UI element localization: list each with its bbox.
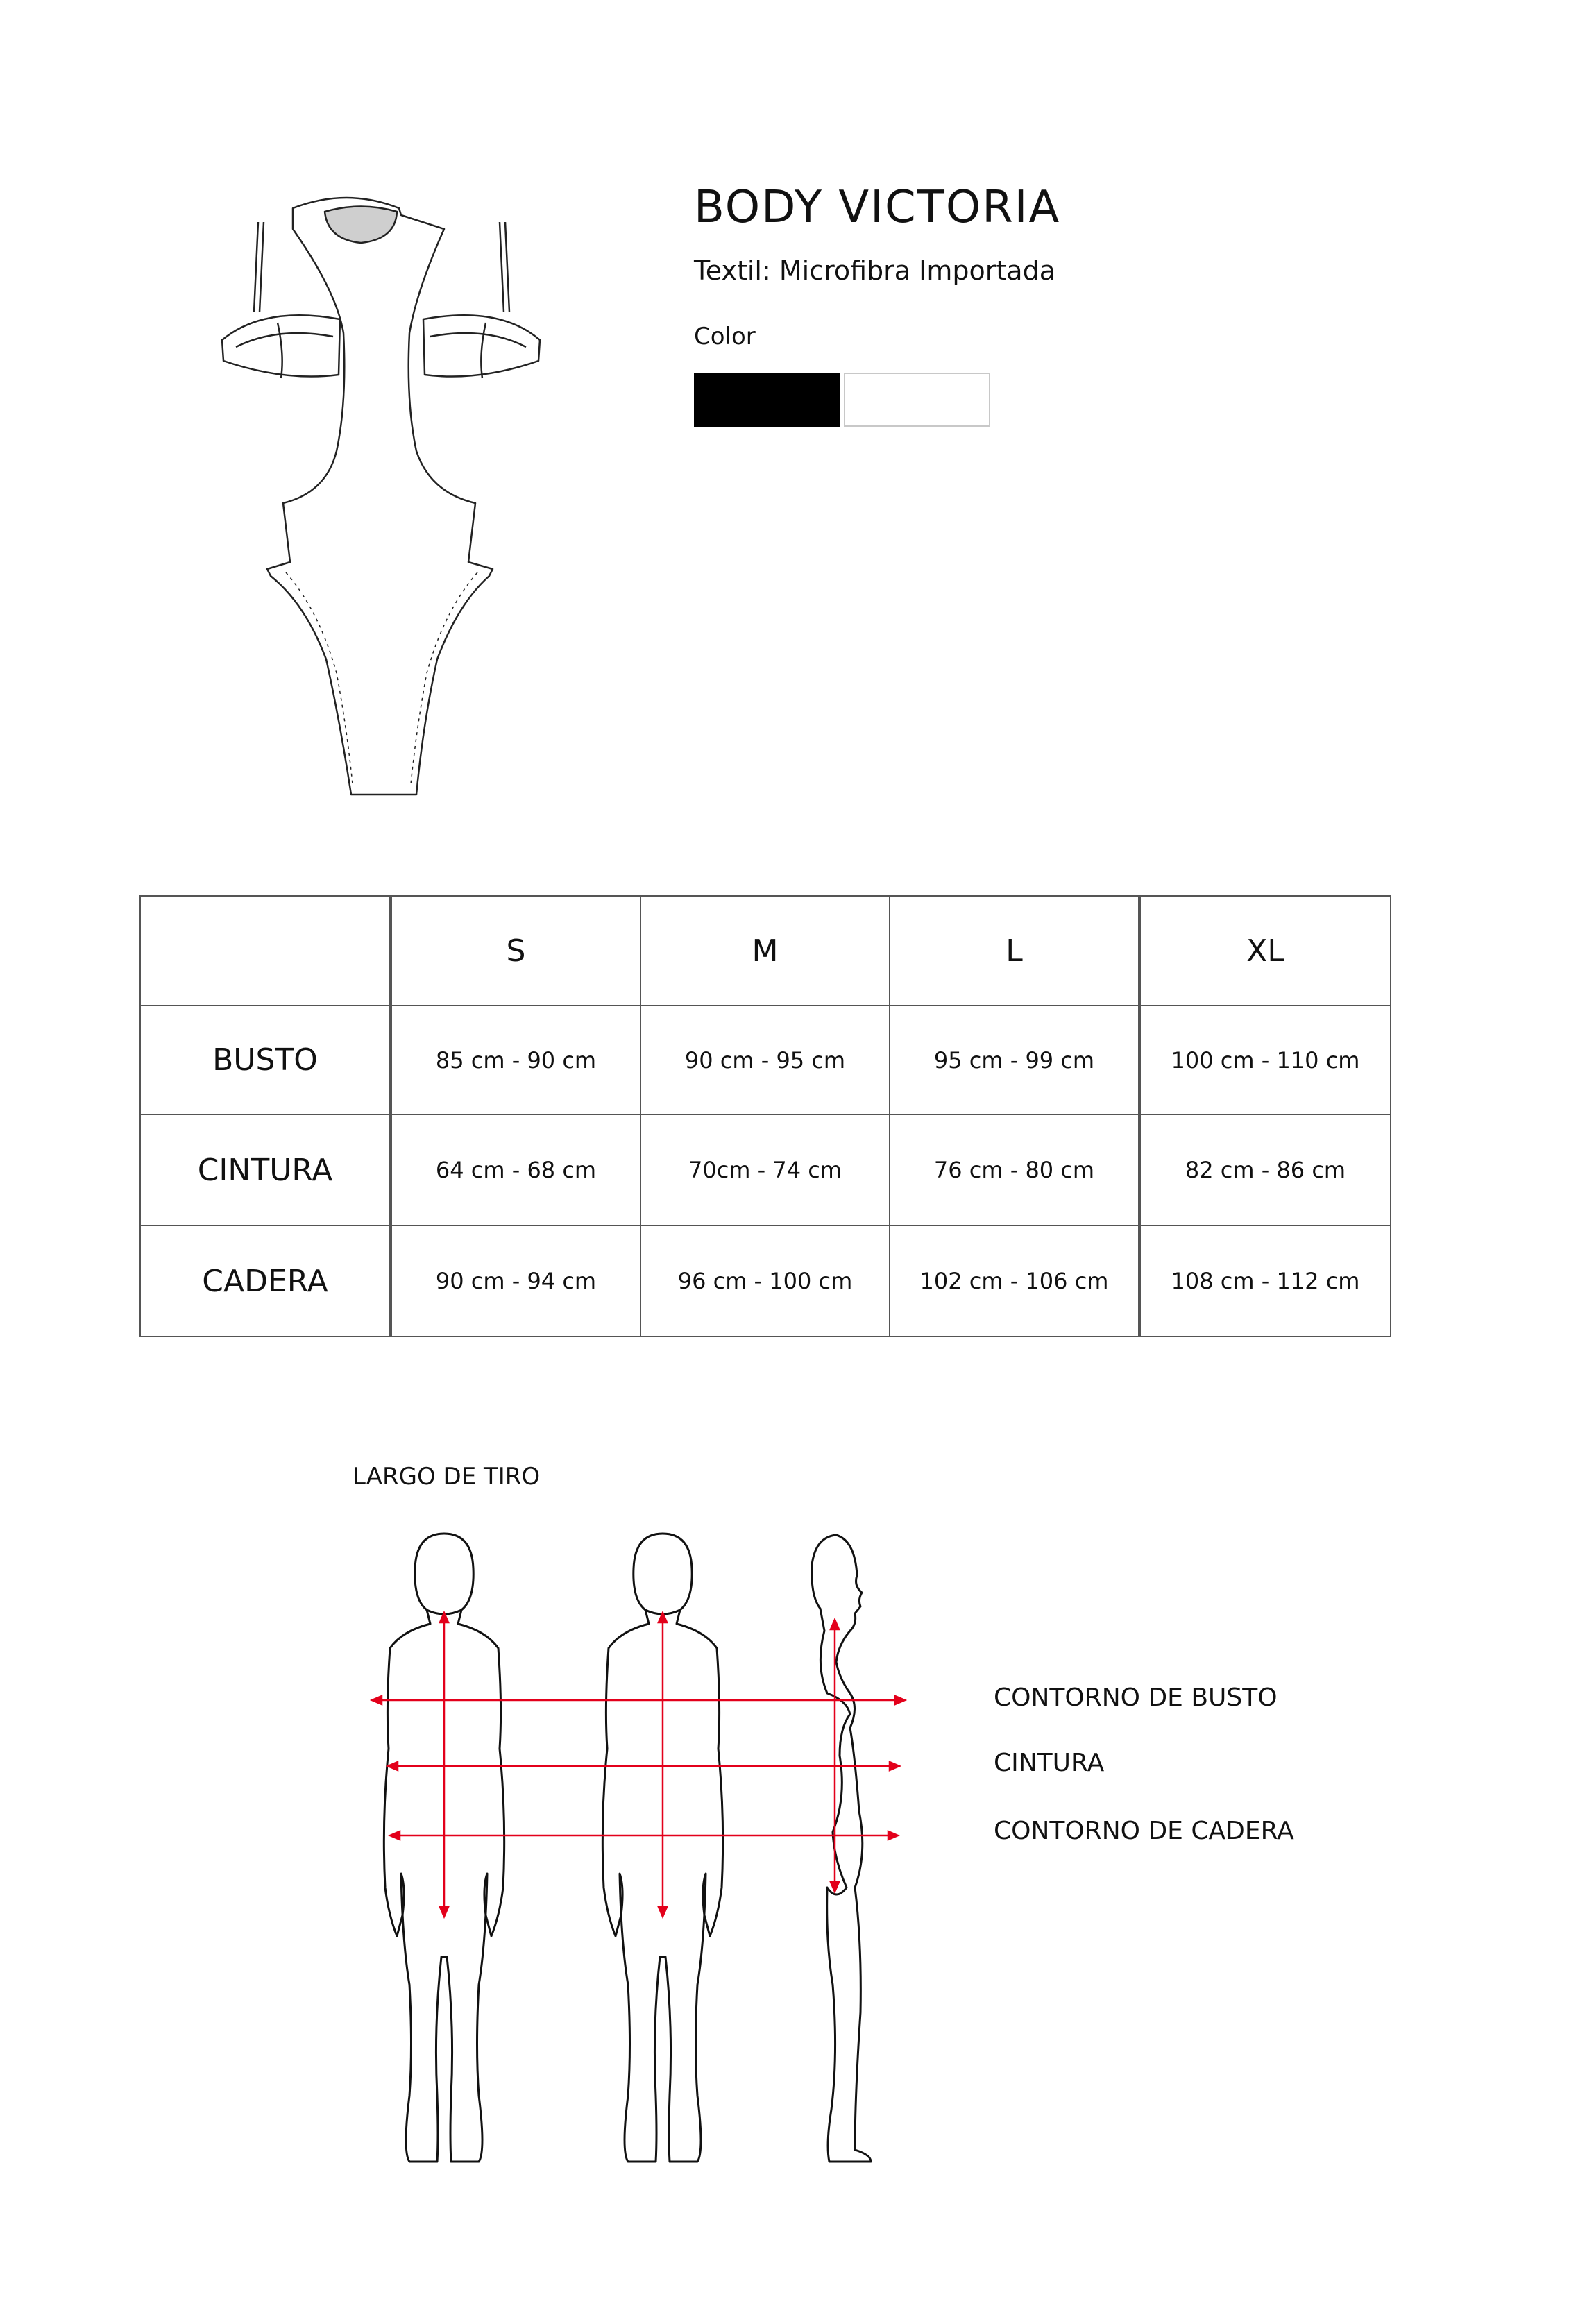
largo-de-tiro-label: LARGO DE TIRO (353, 1463, 541, 1491)
size-header-xl: XL (1139, 895, 1391, 1006)
fabric-description: Textil: Microfibra Importada (694, 255, 1055, 286)
table-cell: 96 cm - 100 cm (640, 1225, 890, 1337)
color-swatch-white[interactable] (844, 373, 990, 427)
product-title: BODY VICTORIA (694, 182, 1061, 233)
table-cell: 70cm - 74 cm (640, 1114, 890, 1226)
table-cell: 82 cm - 86 cm (1139, 1114, 1391, 1226)
table-cell: 90 cm - 94 cm (391, 1225, 641, 1337)
table-cell: 108 cm - 112 cm (1139, 1225, 1391, 1337)
row-label-busto: BUSTO (139, 1005, 391, 1115)
figure-side-view (812, 1535, 871, 2162)
table-cell: 102 cm - 106 cm (889, 1225, 1139, 1337)
table-cell: 64 cm - 68 cm (391, 1114, 641, 1226)
size-header-s: S (391, 895, 641, 1006)
table-cell: 95 cm - 99 cm (889, 1005, 1139, 1115)
table-cell: 90 cm - 95 cm (640, 1005, 890, 1115)
size-header-l: L (889, 895, 1139, 1006)
size-table (139, 895, 1391, 1337)
label-cintura: CINTURA (994, 1749, 1105, 1777)
table-cell: 76 cm - 80 cm (889, 1114, 1139, 1226)
label-contorno-busto: CONTORNO DE BUSTO (994, 1683, 1278, 1712)
row-label-cadera: CADERA (139, 1225, 391, 1337)
color-swatch-black[interactable] (694, 373, 840, 427)
color-label: Color (694, 323, 756, 350)
table-cell: 100 cm - 110 cm (1139, 1005, 1391, 1115)
measurement-figures (361, 1527, 916, 2179)
table-corner-cell (139, 895, 391, 1006)
table-cell: 85 cm - 90 cm (391, 1005, 641, 1115)
bodysuit-drawing (208, 173, 555, 805)
row-label-cintura: CINTURA (139, 1114, 391, 1226)
label-contorno-cadera: CONTORNO DE CADERA (994, 1817, 1294, 1845)
size-header-m: M (640, 895, 890, 1006)
